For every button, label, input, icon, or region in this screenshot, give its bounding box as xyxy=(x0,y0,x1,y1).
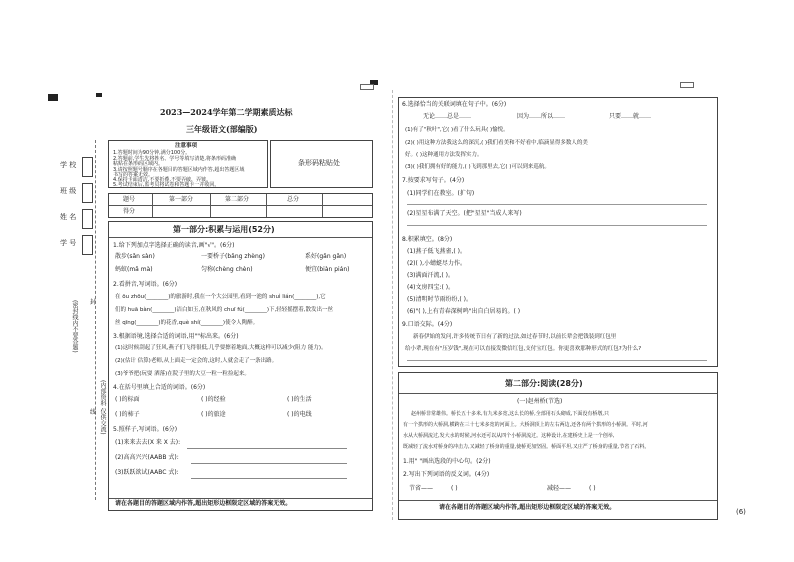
notice-line: 4.保持卡面清洁,不要折叠,不要弄破、弄皱。 xyxy=(113,177,211,183)
corner-mark xyxy=(96,93,102,97)
antonym-blank[interactable]: 减轻—— xyxy=(547,485,572,492)
pinyin-choice[interactable]: 便宜(biàn pián) xyxy=(305,266,350,273)
notice-line: 书写的答案无效。 xyxy=(113,172,154,178)
question-8: 8.积累填空。(8分) xyxy=(402,236,453,243)
score-header: 第二部分 xyxy=(225,196,250,203)
score-header: 第一部分 xyxy=(169,196,194,203)
word-choice-line[interactable]: (1)这时候刮起了狂风,燕子们飞得很低,几乎要擦着地面,大概这样可以减少(阻力 能力)。 xyxy=(115,345,327,351)
seal-mark: 封 xyxy=(90,299,97,306)
seal-line xyxy=(95,140,96,500)
fill-blank[interactable]: ( )的旅途 xyxy=(201,411,226,418)
student-id-field-label: 学 号 xyxy=(60,239,77,247)
poem-blank[interactable]: (3)满面汗流,( )。 xyxy=(407,272,454,279)
conjunction-line[interactable]: (1)有了"秋叶",它( )看了什么玩具( )愉悦。 xyxy=(405,127,509,133)
barcode-area xyxy=(270,140,373,188)
conjunction-option: 因为……所以…… xyxy=(517,113,566,120)
word-pattern-line[interactable]: (3)跃跃欲试(AABC 式): xyxy=(115,469,179,476)
school-field[interactable] xyxy=(82,157,93,177)
name-field-label: 姓 名 xyxy=(60,213,77,221)
notice-line: 粘贴在条形码区域内。 xyxy=(113,161,164,167)
conjunction-line[interactable]: 好。( )这种通用方法发挥实力。 xyxy=(405,152,483,158)
corner-mark xyxy=(680,82,694,88)
corner-mark xyxy=(48,94,58,101)
sentence-task[interactable]: (1)同学们在教室。(扩句) xyxy=(407,190,475,197)
name-field[interactable] xyxy=(82,209,93,229)
page-divider xyxy=(392,90,393,520)
oral-prompt-line: 新春伊始的发问,许多传统节日有了新的过法,如过春节时,以前长辈会把钱装到红包里 xyxy=(413,334,617,340)
question-2: 2.看拼音,写词语。(6分) xyxy=(113,281,178,288)
notice-line: 2.答题前,学生先将姓名、学号等填写清楚,将条形码准确 xyxy=(113,156,236,162)
pinyin-choice[interactable]: 一要桥子(bǎng zhèng) xyxy=(201,253,265,260)
conjunction-option: 只要……就…… xyxy=(609,113,652,120)
seal-note-left: (密封线内不要答题) xyxy=(71,300,78,353)
score-row-label: 得分 xyxy=(123,208,136,215)
pinyin-choice[interactable]: 系好(gǎn gǎn) xyxy=(305,253,347,260)
seal-note-right: (内部资料 仅供交流) xyxy=(99,380,106,435)
score-table xyxy=(108,193,373,218)
notice-title: 注意事项 xyxy=(175,143,198,149)
corner-mark xyxy=(360,84,374,90)
sentence-task[interactable]: (2)星星布满了天空。(把"星星"当成人来写) xyxy=(407,210,522,217)
poem-blank[interactable]: (1)燕子低飞燕雀,( )。 xyxy=(407,248,466,255)
reading-question-1[interactable]: 1.用" "画出选段的中心句。(2分) xyxy=(403,458,491,465)
poem-blank[interactable]: (5)清明时节雨纷纷,( )。 xyxy=(407,296,472,303)
word-choice-line[interactable]: (2)(估计 估算)老师,从上面走一定会的,这时,人就会走了一条出路。 xyxy=(115,358,278,364)
question-5: 5.照样子,写词语。(6分) xyxy=(113,426,178,433)
word-pattern-line[interactable]: (1)来来去去(X 来 X 去): xyxy=(115,439,181,446)
pinyin-line[interactable]: 在 ōu zhōu(________)的旅游时,我在一个大公园里,看到一池的 shuì lián(________),它 xyxy=(115,294,326,300)
question-9: 9.口语交际。(4分) xyxy=(402,321,453,328)
fill-blank[interactable]: ( )的标面 xyxy=(115,396,140,403)
pinyin-choice[interactable]: 蚂蚁(mǎ mà) xyxy=(115,266,153,273)
reading-title: (一)赵州桥(节选) xyxy=(517,398,563,405)
reading-line: 水从大桥洞流过,发大水的时候,河水还可以从四个小桥洞流过。这种设计,在建桥史上是一个创举, xyxy=(403,433,615,439)
pinyin-choice[interactable]: 散步(sǎn sàn) xyxy=(115,253,155,260)
question-4: 4.在括号里填上合适的词语。(6分) xyxy=(113,384,206,391)
conjunction-line[interactable]: (3)( )我们拥有好的能力,( )飞到那里去,它( )可以到来巡航。 xyxy=(405,164,550,170)
notice-line: 3.请按照题号顺序在各题目的答题区域内作答,超出答题区域 xyxy=(113,167,245,173)
question-3: 3.根据语境,选择合适的词语,用""标出来。(6分) xyxy=(113,333,239,340)
conjunction-line[interactable]: (2)( )用这种方法我这么的深沉,( )我们看美和不好看中,临滴显得多数人的美 xyxy=(405,140,588,146)
poem-blank[interactable]: (6)"( ),上有青春深树鸣"出自白居易的。( ) xyxy=(407,308,521,315)
right-answer-area-bottom xyxy=(398,372,718,520)
score-header: 题号 xyxy=(123,196,136,203)
answer-area-footer: 请在各题目的答题区域内作答,超出矩形边框限定区域的答案无效。 xyxy=(115,500,292,507)
part2-title: 第二部分:阅读(28分) xyxy=(505,379,583,388)
answer-area-footer: 请在各题目的答题区域内作答,超出矩形边框限定区域的答案无效。 xyxy=(439,504,616,511)
word-pattern-line[interactable]: (2)高高兴兴(AABB 式): xyxy=(115,454,179,461)
antonym-blank-box[interactable]: ( ) xyxy=(451,485,458,492)
class-field-label: 班 级 xyxy=(60,187,77,195)
antonym-blank-box[interactable]: ( ) xyxy=(589,485,596,492)
pinyin-line[interactable]: 丝 qīng(________)的花香,què shí(________)使令人陶醉。 xyxy=(115,320,259,326)
reading-question-2: 2.写出下列词语的反义词。(4分) xyxy=(403,471,490,478)
notice-line: 5.考试结束后,监考员将试卷和答题卡一并收回。 xyxy=(113,182,220,188)
question-6: 6.选择恰当的关联词填在句子中。(6分) xyxy=(402,101,507,108)
student-id-field[interactable] xyxy=(82,235,93,255)
fill-blank[interactable]: ( )的电线 xyxy=(287,411,312,418)
poem-blank[interactable]: (2)( ),小蜻蜓尽力作。 xyxy=(407,260,466,267)
barcode-label: 条形码粘贴处 xyxy=(298,159,340,167)
fill-blank[interactable]: ( )的生活 xyxy=(287,396,312,403)
poem-blank[interactable]: (4)文房四宝:( )。 xyxy=(407,284,455,291)
notice-line: 1.答题时间为90分钟,满分100分。 xyxy=(113,150,191,156)
part1-answer-area xyxy=(108,221,373,511)
exam-title: 2023—2024学年第二学期素质达标 xyxy=(160,107,293,117)
question-7: 7.按要求写句子。(4分) xyxy=(402,177,465,184)
conjunction-option: 无论……总是…… xyxy=(423,113,472,120)
part1-title: 第一部分:积累与运用(52分) xyxy=(173,225,275,234)
school-field-label: 学 校 xyxy=(60,161,77,169)
antonym-blank[interactable]: 节省—— xyxy=(409,485,434,492)
fill-blank[interactable]: ( )的柿子 xyxy=(115,411,140,418)
seal-mark: 线 xyxy=(90,409,97,416)
reading-line: 赵州桥非常雄伟。桥长五十多米,有九米多宽,这么长的桥,全部用石头砌成,下面没有桥墩,只 xyxy=(411,411,609,417)
pinyin-choice[interactable]: 匀称(chèng chèn) xyxy=(201,266,253,273)
oral-prompt-line: 给小辈,现在有"压岁钱",现在可以直接发微信红包,支付宝红包。你更喜欢那种形式的红包?为什么? xyxy=(405,346,642,352)
page-mark: (6) xyxy=(736,508,746,516)
reading-line: 有一个拱形的大桥洞,横跨在三十七米多宽的河面上。大桥洞顶上的左右两边,还各有两个拱形的小桥洞。平时,河 xyxy=(403,422,648,428)
notice-box xyxy=(108,140,268,188)
question-1: 1.给下列加点字选择正确的读音,画"√"。(6分) xyxy=(113,242,235,249)
class-field[interactable] xyxy=(82,183,93,203)
fill-blank[interactable]: ( )的经验 xyxy=(201,396,226,403)
right-answer-area-top xyxy=(398,97,718,367)
score-header: 总分 xyxy=(287,196,300,203)
exam-subtitle: 三年级语文(部编版) xyxy=(186,124,258,134)
pinyin-line[interactable]: 们的 huā bàn(________)洁白如玉,在秋风的 chuī fú(________)下,轻轻摇摆着,散发出一丝 xyxy=(115,307,333,313)
word-choice-line[interactable]: (3)爷爷把(玩耍 洒落)在院子里的大豆一粒一粒捡起来。 xyxy=(115,371,250,377)
reading-line: 既减轻了流水对桥身的冲击力,又减轻了桥身的重量,使桥更加坚固。桥面平坦,又庄严了桥身的重量,节省了石料。 xyxy=(403,444,650,450)
